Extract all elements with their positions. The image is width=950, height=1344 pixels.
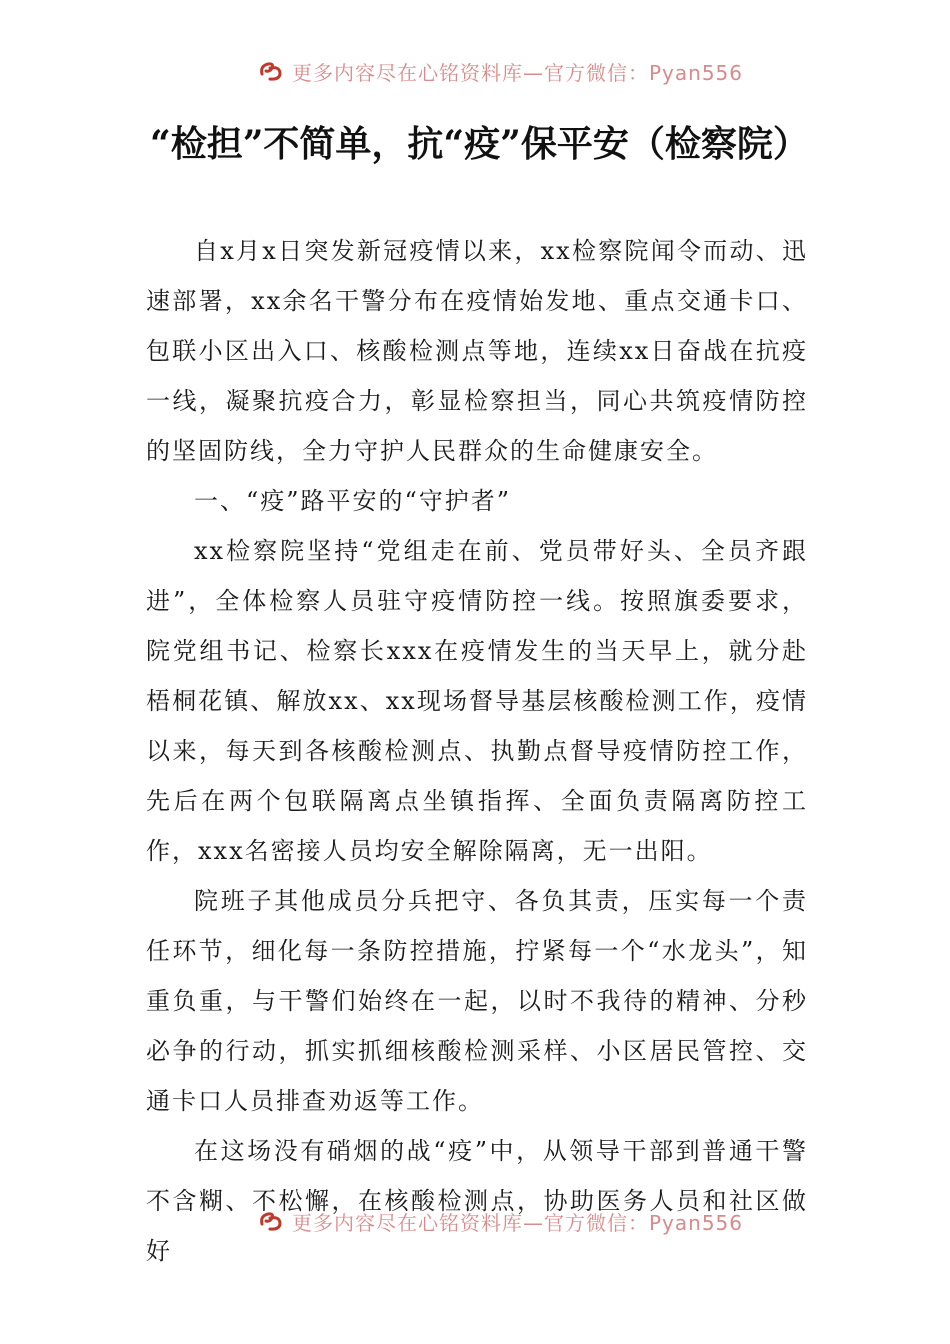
document-body: [146, 226, 808, 1276]
watermark-footer: [258, 1208, 743, 1234]
paragraph: 在这场没有硝烟的战“疫”中，从领导干部到普通干警不含糊、不松懈，在核酸检测点，协助医务人员和社区做好: [146, 1137, 808, 1265]
paragraph-intro: 自x月x日突发新冠疫情以来，xx检察院闻令而动、迅速部署，xx余名干警分布在疫情始发地、重点交通卡口、包联小区出入口、核酸检测点等地，连续xx日奋战在抗疫一线，凝聚抗疫合力，彰显检察担当，同心共筑疫情防控的坚固防线，全力守护人民群众的生命健康安全。: [146, 237, 808, 465]
paragraph: xx检察院坚持“党组走在前、党员带好头、全员齐跟进”，全体检察人员驻守疫情防控一线。按照旗委要求，院党组书记、检察长xxx在疫情发生的当天早上，就分赴梧桐花镇、解放xx、xx现场督导基层核酸检测工作，疫情以来，每天到各核酸检测点、执勤点督导疫情防控工作，先后在两个包联隔离点坐镇指挥、全面负责隔离防控工作，xxx名密接人员均安全解除隔离，无一出阳。: [146, 537, 808, 865]
paragraph: 院班子其他成员分兵把守、各负其责，压实每一个责任环节，细化每一条防控措施，拧紧每一个“水龙头”，知重负重，与干警们始终在一起，以时不我待的精神、分秒必争的行动，抓实抓细核酸检测采样、小区居民管控、交通卡口人员排查劝返等工作。: [146, 887, 808, 1115]
s-logo-icon: [258, 1210, 284, 1232]
section-heading: 一、“疫”路平安的“守护者”: [194, 487, 512, 515]
document-title: “检担”不简单，抗“疫”保平安（检察院）: [150, 123, 809, 165]
watermark-text: 更多内容尽在心铭资料库—官方微信：Pyan556: [292, 1210, 744, 1235]
watermark-text: 更多内容尽在心铭资料库—官方微信：Pyan556: [292, 60, 744, 85]
watermark-header: [258, 58, 743, 84]
s-logo-icon: [258, 60, 284, 82]
